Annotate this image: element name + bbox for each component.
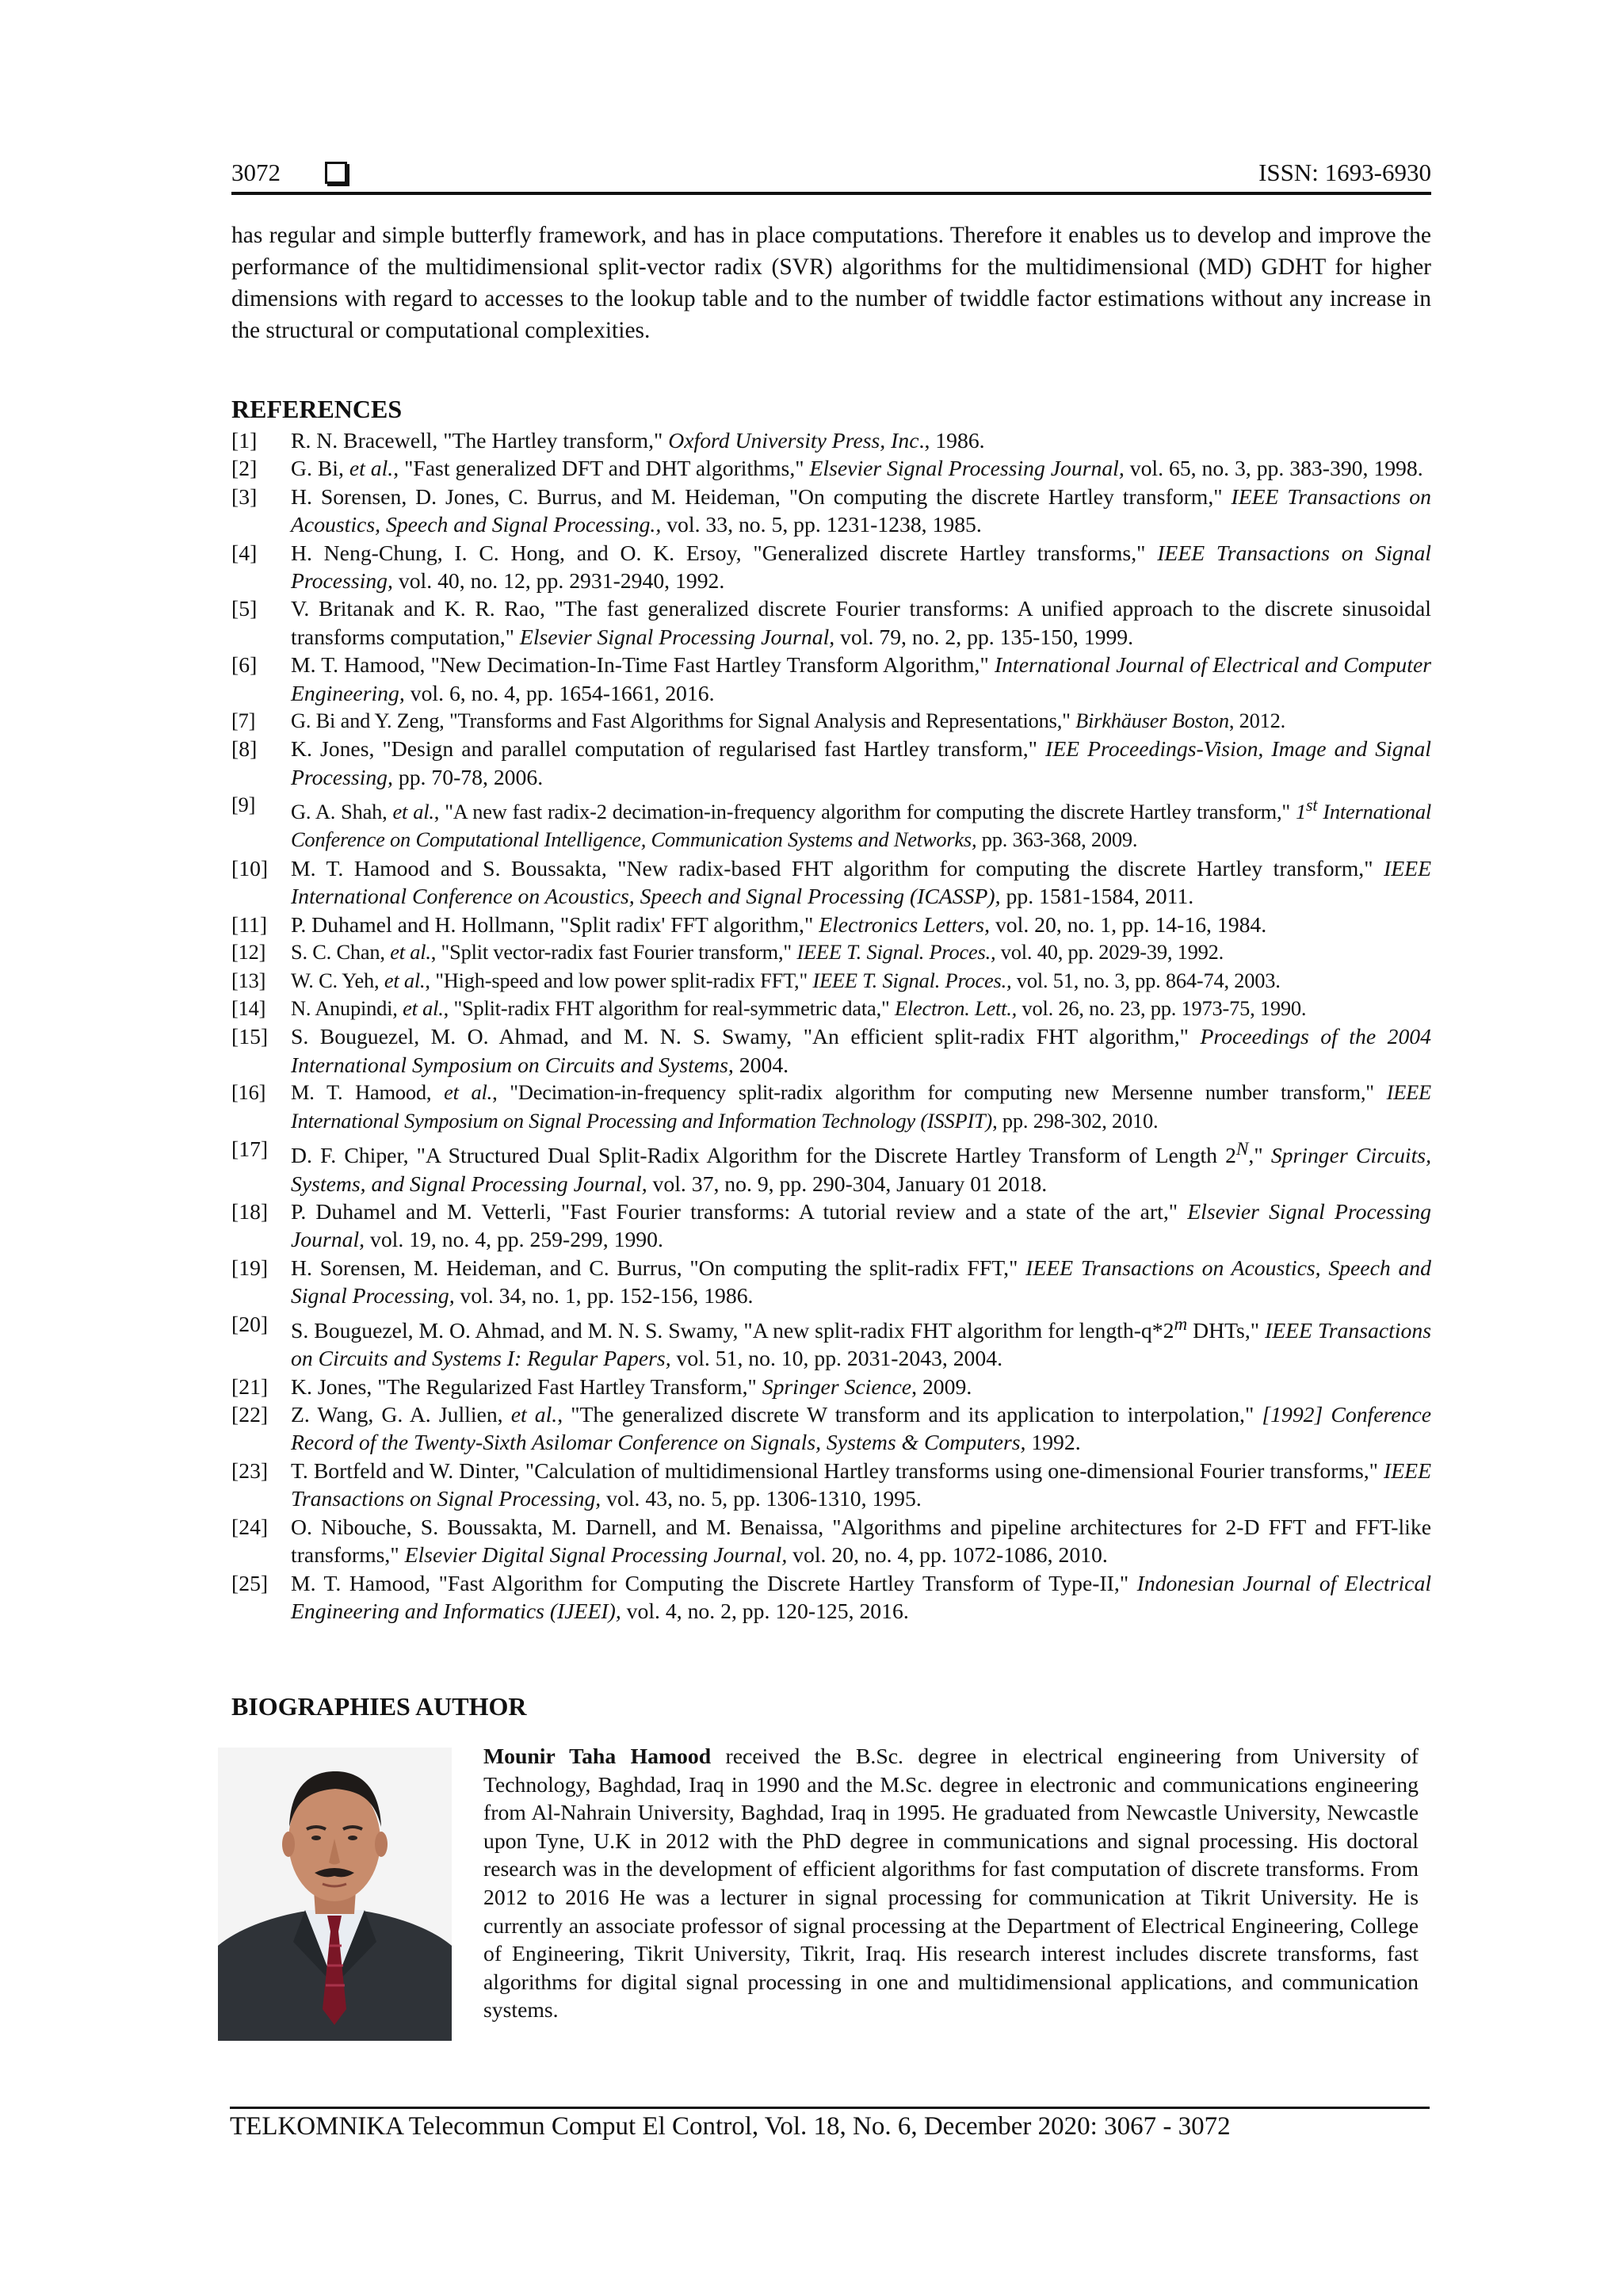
reference-list (231, 426, 1431, 1625)
reference-item (231, 1022, 1431, 1079)
reference-item (231, 1079, 1431, 1135)
reference-text: G. Bi and Y. Zeng, "Transforms and Fast Algorithms for Signal Analysis and Representations," Birkhäuser Boston, 2012. (291, 709, 1286, 733)
biographies-heading: BIOGRAPHIES AUTHOR (231, 1692, 527, 1721)
reference-text: V. Britanak and K. R. Rao, "The fast generalized discrete Fourier transforms: A unified approach to the discrete sinusoidal transforms computation," Elsevier Signal Processing Journal, vol. 79, no. 2, pp. 135-150, 1999. (291, 596, 1431, 649)
reference-item (231, 651, 1431, 707)
reference-number: [14] (231, 995, 266, 1020)
reference-number: [11] (231, 911, 268, 937)
page-header (231, 151, 1431, 195)
reference-number: [17] (231, 1136, 269, 1161)
reference-item (231, 707, 1431, 735)
reference-number: [22] (231, 1402, 269, 1427)
reference-text: T. Bortfeld and W. Dinter, "Calculation of multidimensional Hartley transforms using one-dimensional Fourier transforms," IEEE Transactions on Signal Processing, vol. 43, no. 5, pp. 1306-1310, 1995. (291, 1457, 1431, 1511)
biography-text: received the B.Sc. degree in electrical engineering from University of Technology, Baghdad, Iraq in 1990 and the M.Sc. degree in electronic and communications engineering from Al-Nahrain University, Baghdad, Iraq in 1995. He graduated from Newcastle University, Newcastle upon Tyne, U.K in 2012 with the PhD degree in communications and signal processing. His doctoral research was in the development of efficient algorithms for fast computation of discrete transforms. From 2012 to 2016 He was a lecturer in signal processing for communication at Tikrit University. He is currently an associate professor of signal processing at the Department of Electrical Engineering, College of Engineering, Tikrit University, Tikrit, Iraq. His research interest includes discrete transforms, fast algorithms for digital signal processing in one and multidimensional applications, and communication systems. (483, 1744, 1419, 2023)
reference-text: M. T. Hamood, et al., "Decimation-in-frequency split-radix algorithm for computing new Mersenne number transform," IEEE International Symposium on Signal Processing and Information Technology (ISSPIT), pp. 298-302, 2010. (291, 1080, 1431, 1133)
reference-text: G. A. Shah, et al., "A new fast radix-2 decimation-in-frequency algorithm for computing the discrete Hartley transform," 1st International Conference on Computational Intelligence, Communication Systems and Networks, pp. 363-368, 2009. (291, 795, 1431, 852)
reference-number: [13] (231, 968, 266, 992)
reference-text: S. Bouguezel, M. O. Ahmad, and M. N. S. Swamy, "An efficient split-radix FHT algorithm," Proceedings of the 2004 International Symposium on Circuits and Systems, 2004. (291, 1024, 1431, 1077)
reference-text: O. Nibouche, S. Boussakta, M. Darnell, and M. Benaissa, "Algorithms and pipeline architectures for 2-D FFT and FFT-like transforms," Elsevier Digital Signal Processing Journal, vol. 20, no. 4, pp. 1072-1086, 2010. (291, 1514, 1431, 1568)
reference-number: [6] (231, 652, 258, 678)
reference-item (231, 1373, 1431, 1400)
references-heading: REFERENCES (231, 395, 403, 423)
reference-item (231, 854, 1431, 911)
author-name: Mounir Taha Hamood (483, 1744, 712, 1768)
reference-item (231, 426, 1431, 454)
reference-number: [1] (231, 428, 258, 453)
reference-item (231, 454, 1431, 482)
reference-text: M. T. Hamood and S. Boussakta, "New radix-based FHT algorithm for computing the discrete Hartley transform," IEEE International Conference on Acoustics, Speech and Signal Processing (ICASSP), pp. 1581-1584, 2011. (291, 855, 1431, 909)
reference-item (231, 1400, 1431, 1457)
reference-text: P. Duhamel and M. Vetterli, "Fast Fourier transforms: A tutorial review and a state of the art," Elsevier Signal Processing Journal, vol. 19, no. 4, pp. 259-299, 1990. (291, 1199, 1431, 1252)
header-rule (231, 192, 1431, 195)
reference-item (231, 1457, 1431, 1513)
reference-text: M. T. Hamood, "New Decimation-In-Time Fast Hartley Transform Algorithm," International Journal of Electrical and Computer Engineering, vol. 6, no. 4, pp. 1654-1661, 2016. (291, 652, 1432, 705)
reference-number: [10] (231, 855, 269, 881)
reference-text: W. C. Yeh, et al., "High-speed and low power split-radix FFT," IEEE T. Signal. Proces., vol. 51, no. 3, pp. 864-74, 2003. (291, 968, 1281, 992)
square-bullet-icon (325, 162, 347, 184)
reference-text: K. Jones, "Design and parallel computation of regularised fast Hartley transform," IEE Proceedings-Vision, Image and Signal Processing, pp. 70-78, 2006. (291, 736, 1431, 789)
reference-item (231, 1198, 1431, 1254)
reference-text: P. Duhamel and H. Hollmann, "Split radix' FFT algorithm," Electronics Letters, vol. 20, no. 1, pp. 14-16, 1984. (291, 911, 1267, 937)
reference-item (231, 911, 1431, 938)
reference-number: [15] (231, 1024, 269, 1049)
reference-item (231, 483, 1431, 539)
reference-number: [8] (231, 736, 258, 762)
reference-number: [16] (231, 1080, 266, 1105)
reference-text: H. Sorensen, D. Jones, C. Burrus, and M. Heideman, "On computing the discrete Hartley transform," IEEE Transactions on Acoustics, Speech and Signal Processing., vol. 33, no. 5, pp. 1231-1238, 1985. (291, 483, 1431, 537)
reference-number: [19] (231, 1255, 269, 1280)
reference-item (231, 539, 1431, 595)
reference-text: H. Neng-Chung, I. C. Hong, and O. K. Ersoy, "Generalized discrete Hartley transforms," IEEE Transactions on Signal Processing, vol. 40, no. 12, pp. 2931-2940, 1992. (291, 540, 1431, 594)
reference-number: [12] (231, 940, 266, 965)
reference-number: [21] (231, 1373, 269, 1399)
reference-text: K. Jones, "The Regularized Fast Hartley Transform," Springer Science, 2009. (291, 1373, 972, 1399)
reference-number: [25] (231, 1570, 269, 1595)
reference-text: G. Bi, et al., "Fast generalized DFT and DHT algorithms," Elsevier Signal Processing Journal, vol. 65, no. 3, pp. 383-390, 1998. (291, 456, 1423, 481)
reference-number: [23] (231, 1457, 269, 1483)
intro-paragraph: has regular and simple butterfly framework, and has in place computations. Therefore it enables us to develop and improve the performance of the multidimensional split-vector radix (SVR) algorithms for the multidimensional (MD) GDHT for higher dimensions with regard to accesses to the lookup table and to the number of twiddle factor estimations without any increase in the structural or computational complexities. (231, 223, 1431, 343)
reference-text: Z. Wang, G. A. Jullien, et al., "The generalized discrete W transform and its application to interpolation," [1992] Conference Record of the Twenty-Sixth Asilomar Conference on Signals, Systems & Computers, 1992. (291, 1402, 1431, 1455)
page-number: 3072 (231, 159, 281, 186)
reference-item (231, 791, 1431, 854)
reference-item (231, 938, 1431, 966)
page-footer (230, 2107, 1430, 2141)
reference-text: N. Anupindi, et al., "Split-radix FHT algorithm for real-symmetric data," Electron. Lett., vol. 26, no. 23, pp. 1973-75, 1990. (291, 995, 1307, 1020)
author-photo (218, 1748, 452, 2041)
journal-citation: TELKOMNIKA Telecommun Comput El Control, Vol. 18, No. 6, December 2020: 3067 - 3072 (230, 2112, 1231, 2141)
reference-number: [20] (231, 1311, 269, 1336)
reference-item (231, 1310, 1431, 1373)
reference-number: [2] (231, 456, 258, 481)
reference-number: [7] (231, 709, 256, 733)
reference-item (231, 1254, 1431, 1310)
reference-text: S. Bouguezel, M. O. Ahmad, and M. N. S. Swamy, "A new split-radix FHT algorithm for length-q*2$^m$ DHTs," IEEE Transactions on Circuits and Systems I: Regular Papers, vol. 51, no. 10, pp. 2031-2043, 2004. (291, 1312, 1431, 1371)
footer-rule (230, 2107, 1430, 2109)
author-biography (483, 1742, 1419, 2024)
reference-number: [24] (231, 1514, 269, 1539)
reference-item (231, 995, 1431, 1022)
reference-text: R. N. Bracewell, "The Hartley transform," Oxford University Press, Inc., 1986. (291, 428, 985, 453)
reference-number: [4] (231, 540, 258, 565)
reference-item (231, 1569, 1431, 1626)
reference-item (231, 967, 1431, 995)
reference-text: M. T. Hamood, "Fast Algorithm for Computing the Discrete Hartley Transform of Type-II," Indonesian Journal of Electrical Engineering and Informatics (IJEEI), vol. 4, no. 2, pp. 120-125, 2016. (291, 1570, 1432, 1623)
reference-number: [9] (231, 793, 256, 817)
reference-item (231, 594, 1431, 651)
reference-text: H. Sorensen, M. Heideman, and C. Burrus, "On computing the split-radix FFT," IEEE Transactions on Acoustics, Speech and Signal Processing, vol. 34, no. 1, pp. 152-156, 1986. (291, 1255, 1431, 1308)
reference-number: [3] (231, 483, 258, 509)
reference-item (231, 735, 1431, 791)
reference-item (231, 1135, 1431, 1198)
reference-text: D. F. Chiper, "A Structured Dual Split-Radix Algorithm for the Discrete Hartley Transform of Length $2^N$," Springer Circuits, Systems, and Signal Processing Journal, vol. 37, no. 9, pp. 290-304, January 01 2018. (291, 1137, 1431, 1196)
reference-text: S. C. Chan, et al., "Split vector-radix fast Fourier transform," IEEE T. Signal. Proces., vol. 40, pp. 2029-39, 1992. (291, 940, 1224, 965)
issn: ISSN: 1693-6930 (1258, 159, 1431, 186)
reference-number: [5] (231, 596, 258, 621)
reference-number: [18] (231, 1199, 269, 1224)
reference-item (231, 1513, 1431, 1569)
